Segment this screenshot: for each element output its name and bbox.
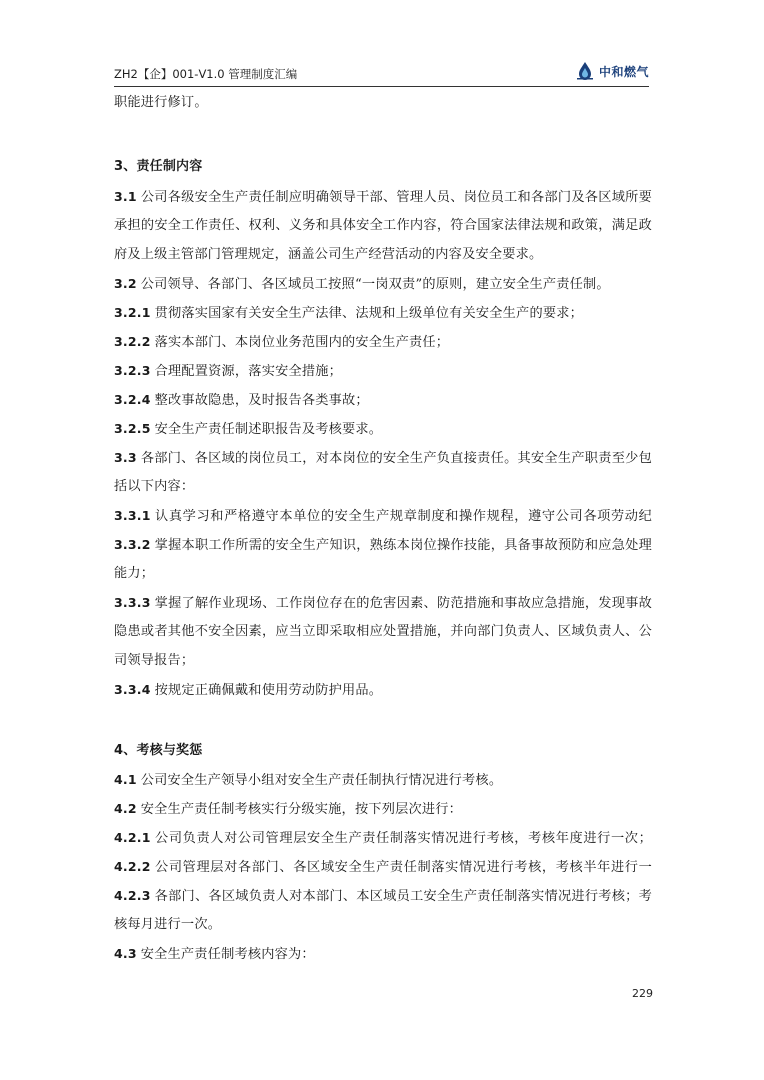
line-text: 职能进行修订。 xyxy=(114,95,208,110)
paragraph-line xyxy=(114,93,208,113)
paragraph-line xyxy=(114,770,502,791)
line-text: 府及上级主管部门管理规定，涵盖公司生产经营活动的内容及安全要求。 xyxy=(114,247,543,262)
line-text: 安全生产责任制考核实行分级实施，按下列层次进行： xyxy=(140,802,463,817)
clause-number: 4.2.1 xyxy=(114,830,151,845)
paragraph-line xyxy=(114,564,154,584)
paragraph-line xyxy=(114,390,369,411)
line-text: 承担的安全工作责任、权利、义务和具体安全工作内容，符合国家法律法规和政策，满足政 xyxy=(114,218,652,233)
paragraph-line xyxy=(114,332,449,353)
paragraph-line xyxy=(114,477,194,497)
paragraph-line xyxy=(114,857,652,877)
line-text: 能力； xyxy=(114,566,155,581)
flame-drop-icon xyxy=(575,61,595,81)
clause-number: 3.3.1 xyxy=(114,508,151,523)
line-text: 掌握本职工作所需的安全生产知识，熟练本岗位操作技能，具备事故预防和应急处理 xyxy=(154,538,652,553)
paragraph-line xyxy=(114,828,652,848)
paragraph-line xyxy=(114,448,652,468)
line-text: 安全生产责任制述职报告及考核要求。 xyxy=(154,422,383,437)
paragraph-line xyxy=(114,680,382,701)
line-text: 公司负责人对公司管理层安全生产责任制落实情况进行考核，考核年度进行一次； xyxy=(154,831,652,846)
line-text: 公司管理层对各部门、各区域安全生产责任制落实情况进行考核，考核半年进行一 xyxy=(154,860,652,875)
clause-number: 4.2.3 xyxy=(114,888,151,903)
line-text: 公司各级安全生产责任制应明确领导干部、管理人员、岗位员工和各部门及各区域所要 xyxy=(140,190,652,205)
clause-number: 3.3 xyxy=(114,450,137,465)
clause-number: 3.2.4 xyxy=(114,392,151,407)
paragraph-line xyxy=(114,274,610,295)
clause-number: 3.2 xyxy=(114,276,137,291)
clause-number: 3.3.4 xyxy=(114,682,151,697)
paragraph-line xyxy=(114,915,221,935)
paragraph-line xyxy=(114,944,315,965)
line-text: 隐患或者其他不安全因素，应当立即采取相应处置措施，并向部门负责人、区域负责人、公 xyxy=(114,624,652,639)
paragraph-line xyxy=(114,799,462,820)
clause-number: 3.3.3 xyxy=(114,595,151,610)
line-text: 按规定正确佩戴和使用劳动防护用品。 xyxy=(154,683,383,698)
paragraph-line xyxy=(114,622,652,642)
line-text: 公司领导、各部门、各区域员工按照“一岗双责”的原则，建立安全生产责任制。 xyxy=(140,277,610,292)
line-text: 掌握了解作业现场、工作岗位存在的危害因素、防范措施和事故应急措施，发现事故 xyxy=(154,596,652,611)
line-text: 公司安全生产领导小组对安全生产责任制执行情况进行考核。 xyxy=(140,773,503,788)
clause-number: 3.1 xyxy=(114,189,137,204)
line-text: 括以下内容： xyxy=(114,479,195,494)
line-text: 各部门、各区域的岗位员工，对本岗位的安全生产负直接责任。其安全生产职责至少包 xyxy=(140,451,652,466)
line-text: 贯彻落实国家有关安全生产法律、法规和上级单位有关安全生产的要求； xyxy=(154,306,583,321)
paragraph-line xyxy=(114,187,652,207)
line-text: 认真学习和严格遵守本单位的安全生产规章制度和操作规程，遵守公司各项劳动纪 xyxy=(154,509,652,524)
line-text: 落实本部门、本岗位业务范围内的安全生产责任； xyxy=(154,335,450,350)
line-text: 合理配置资源，落实安全措施； xyxy=(154,364,343,379)
company-logo xyxy=(575,60,649,82)
page-number: 229 xyxy=(632,987,653,1000)
paragraph-line xyxy=(114,651,194,671)
logo-text: 中和燃气 xyxy=(598,64,649,79)
line-text: 核每月进行一次。 xyxy=(114,917,222,932)
document-title: ZH2【企】001-V1.0 管理制度汇编 xyxy=(114,67,298,81)
line-text: 司领导报告； xyxy=(114,653,195,668)
clause-number: 4.2 xyxy=(114,801,137,816)
clause-number: 3.2.3 xyxy=(114,363,151,378)
heading-text: 3、责任制内容 xyxy=(114,159,203,174)
paragraph-line xyxy=(114,886,652,906)
line-text: 安全生产责任制考核内容为： xyxy=(140,947,315,962)
paragraph-line xyxy=(114,419,382,440)
section-heading xyxy=(114,157,202,177)
paragraph-line xyxy=(114,535,652,555)
clause-number: 3.2.5 xyxy=(114,421,151,436)
clause-number: 3.2.1 xyxy=(114,305,151,320)
clause-number: 3.2.2 xyxy=(114,334,151,349)
line-text: 整改事故隐患，及时报告各类事故； xyxy=(154,393,369,408)
paragraph-line xyxy=(114,361,342,382)
paragraph-line xyxy=(114,506,652,526)
paragraph-line xyxy=(114,245,542,265)
clause-number: 4.2.2 xyxy=(114,859,151,874)
clause-number: 4.1 xyxy=(114,772,137,787)
paragraph-line xyxy=(114,216,652,236)
paragraph-line xyxy=(114,303,583,324)
line-text: 各部门、各区域负责人对本部门、本区域员工安全生产责任制落实情况进行考核；考 xyxy=(154,889,652,904)
page-header xyxy=(114,58,649,87)
clause-number: 4.3 xyxy=(114,946,137,961)
heading-text: 4、考核与奖惩 xyxy=(114,743,203,758)
section-heading xyxy=(114,741,202,761)
clause-number: 3.3.2 xyxy=(114,537,151,552)
paragraph-line xyxy=(114,593,652,613)
